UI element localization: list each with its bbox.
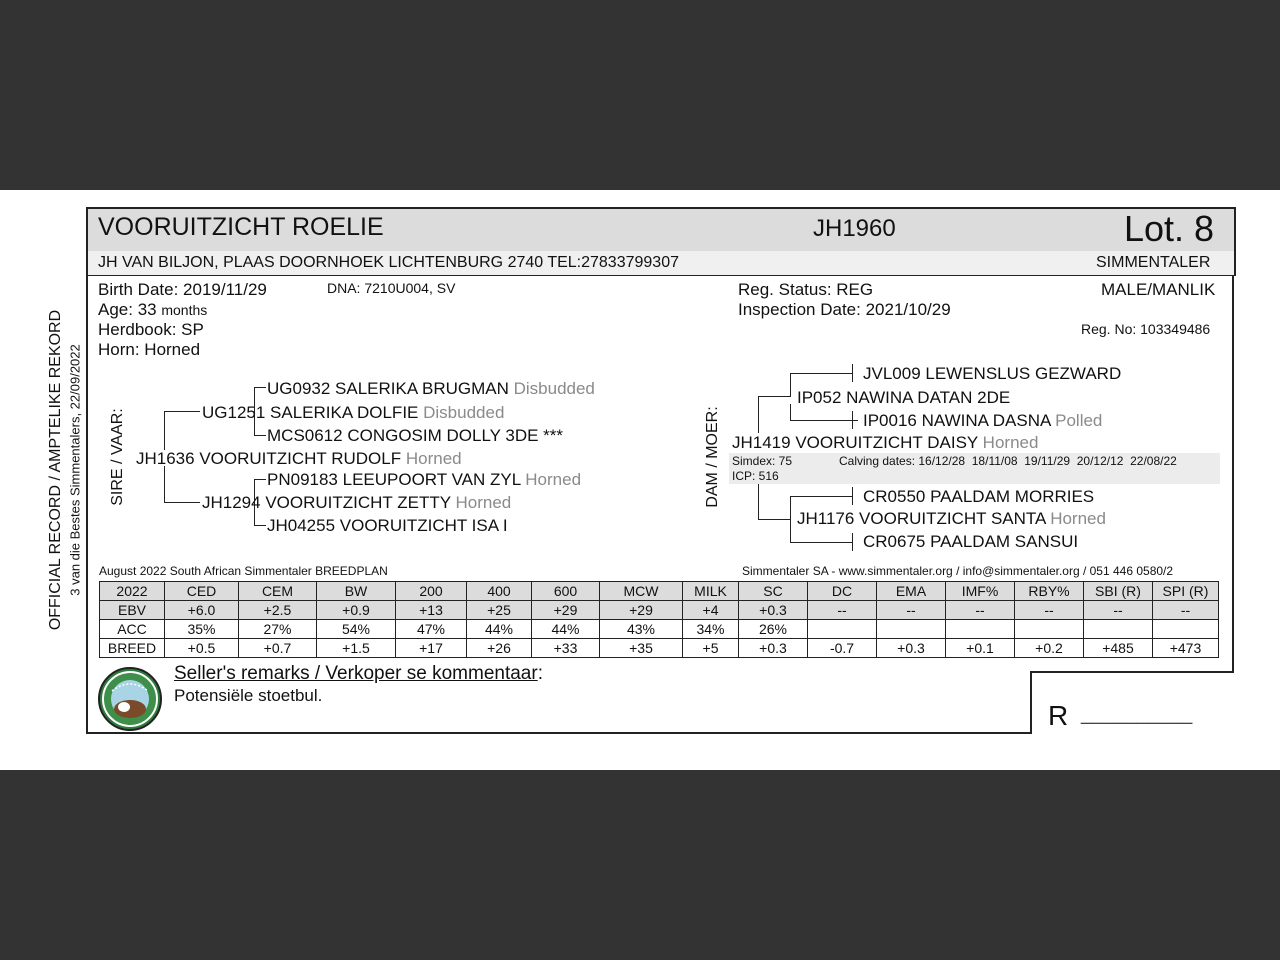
sire: JH1636 VOORUITZICHT RUDOLF Horned: [136, 449, 462, 468]
table-row: BREED +0.5 +0.7 +1.5 +17 +26 +33 +35 +5 +0.3 -0.7 +0.3 +0.1 +0.2 +485 +473: [100, 639, 1219, 658]
sire-dam-sire: PN09183 LEEUPOORT VAN ZYL Horned: [267, 470, 582, 489]
simmentaler-logo: [98, 667, 162, 731]
reg-status: Reg. Status: REG: [738, 280, 874, 299]
animal-id: JH1960: [813, 215, 896, 242]
animal-name: VOORUITZICHT ROELIE: [98, 213, 384, 241]
ebv-table: [99, 581, 1219, 658]
horn-tag: Horned: [1050, 509, 1106, 528]
horn-status: Horn: Horned: [98, 340, 201, 359]
herdbook: Herdbook: SP: [98, 320, 204, 339]
dam-sire-dam: IP0016 NAWINA DASNA Polled: [863, 411, 1103, 430]
age-value: Age: 33: [98, 300, 157, 319]
price-currency: R: [1048, 700, 1069, 731]
horn-tag: Disbudded: [513, 379, 595, 398]
dam-dam-sire: CR0550 PAALDAM MORRIES: [863, 487, 1095, 506]
horn-tag: Horned: [982, 433, 1039, 452]
owner-info: JH VAN BILJON, PLAAS DOORNHOEK LICHTENBURG 2740 TEL:27833799307: [98, 254, 679, 271]
remarks-title: Seller's remarks / Verkoper se kommentaar:: [174, 663, 543, 684]
horn-tag: Disbudded: [423, 403, 505, 422]
table-row: EBV +6.0 +2.5 +0.9 +13 +25 +29 +29 +4 +0.3 -- -- -- -- -- --: [100, 601, 1219, 620]
horn-tag: Horned: [405, 449, 462, 468]
dam-dam-dam: CR0675 PAALDAM SANSUI: [863, 532, 1079, 551]
breedplan-source: August 2022 South African Simmentaler BREEDPLAN: [99, 564, 388, 578]
breed-name: SIMMENTALER: [1096, 254, 1211, 271]
breedplan-contact: Simmentaler SA - www.simmentaler.org / info@simmentaler.org / 051 446 0580/2: [742, 564, 1174, 578]
sire-sire-dam: MCS0612 CONGOSIM DOLLY 3DE ***: [267, 426, 564, 445]
sire-label: SIRE / VAAR:: [109, 408, 126, 506]
sire-dam-dam: JH04255 VOORUITZICHT ISA I: [267, 516, 508, 535]
dna: DNA: 7210U004, SV: [327, 280, 456, 296]
dam-sire: IP052 NAWINA DATAN 2DE: [797, 388, 1011, 407]
sex: MALE/MANLIK: [1101, 280, 1216, 299]
sire-dam: JH1294 VOORUITZICHT ZETTY Horned: [202, 493, 512, 512]
icp: ICP: 516: [732, 469, 779, 483]
official-record-label: OFFICIAL RECORD / AMPTELIKE REKORD: [47, 309, 64, 631]
age: [98, 300, 207, 320]
price-field[interactable]: __________: [1081, 703, 1193, 725]
simdex: Simdex: 75: [732, 454, 793, 468]
remarks-text: Potensiële stoetbul.: [174, 686, 323, 705]
event-label: 3 van die Bestes Simmentalers, 22/09/2022: [67, 344, 83, 596]
sire-sire-sire: UG0932 SALERIKA BRUGMAN Disbudded: [267, 379, 595, 398]
table-row: ACC 35% 27% 54% 47% 44% 44% 43% 34% 26%: [100, 620, 1219, 639]
cow-emblem-icon: [100, 669, 160, 729]
birth-date: Birth Date: 2019/11/29: [98, 280, 267, 299]
sire-sire: UG1251 SALERIKA DOLFIE Disbudded: [202, 403, 505, 422]
dam: JH1419 VOORUITZICHT DAISY Horned: [732, 433, 1039, 452]
inspection-date: Inspection Date: 2021/10/29: [738, 300, 951, 319]
lot-number: Lot. 8: [1124, 208, 1215, 249]
dam-sire-sire: JVL009 LEWENSLUS GEZWARD: [863, 364, 1122, 383]
table-header-row: 2022 CED CEM BW 200 400 600 MCW MILK SC DC EMA IMF% RBY% SBI (R) SPI (R): [100, 582, 1219, 601]
reg-number: Reg. No: 103349486: [1081, 321, 1211, 337]
dam-dam: JH1176 VOORUITZICHT SANTA Horned: [797, 509, 1106, 528]
dam-label: DAM / MOER:: [704, 406, 721, 508]
horn-tag: Horned: [455, 493, 512, 512]
age-unit: months: [161, 302, 208, 318]
calving-dates: Calving dates: 16/12/28 18/11/08 19/11/29 20/12/12 22/08/22: [839, 454, 1177, 468]
horn-tag: Polled: [1055, 411, 1103, 430]
horn-tag: Horned: [525, 470, 582, 489]
